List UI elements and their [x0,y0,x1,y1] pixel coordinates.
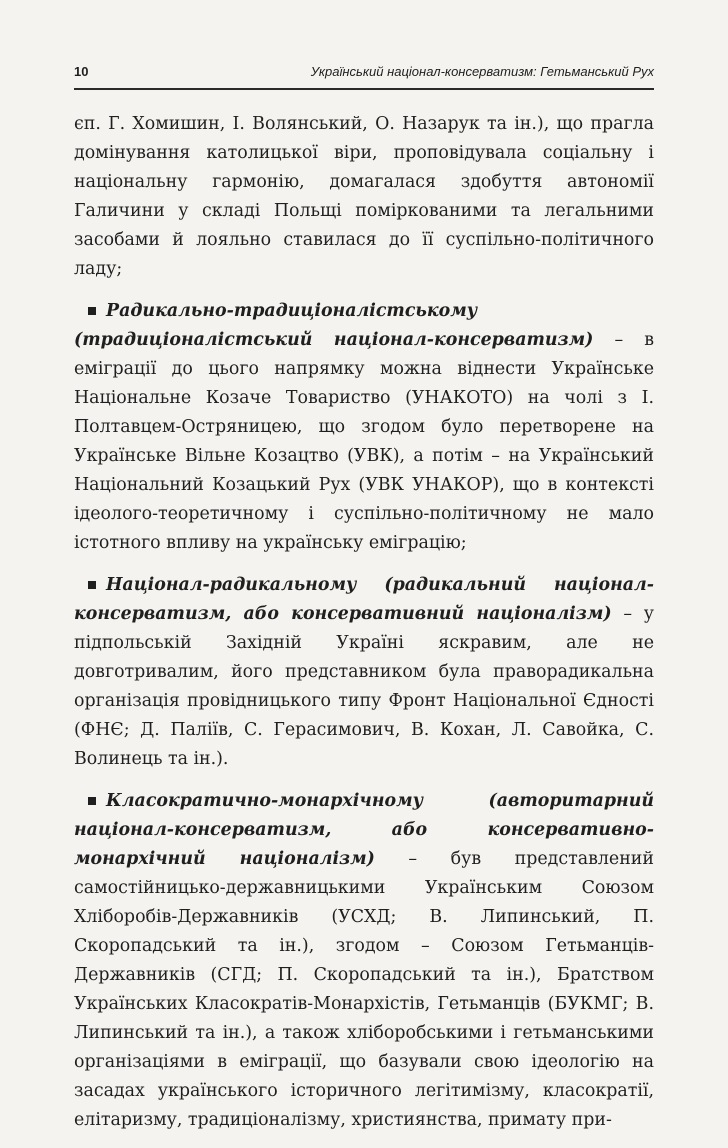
square-bullet-icon [88,581,96,589]
header-rule [74,88,654,90]
running-title: Український націонал-консерватизм: Гетьманський Рух [310,64,654,79]
page-body [74,110,654,1148]
bullet-text: – був представлений самостійницько-державницькими Українським Союзом Хліборобів-Державників (УСХД; В. Липинський, П. Скоропадський та ін.), згодом – Союзом Гетьманців-Державників (СГД; П. Скоропадський та ін.), Братством Українських Класократів-Монархістів, Гетьманців (БУКМГ; В. Липинський та ін.), а також хліборобськими і гетьманськими організаціями в еміграції, що базували свою ідеологію на засадах українського історичного легітимізму, класократії, елітаризму, традиціоналізму, християнства, примату при- [74,849,654,1130]
bullet-term: Класократично-монархічному (авторитарний націонал-консерватизм, або консервативно-монархічний націоналізм) [74,791,654,869]
paragraph-continuation [74,110,654,284]
square-bullet-icon [88,307,96,315]
page-number: 10 [74,64,89,79]
bullet-paragraph [74,571,654,774]
bullet-text: – у підпольській Західній Україні яскравим, але не довготривалим, його представником була праворадикальна організація провідницького типу Фронт Національної Єдності (ФНЄ; Д. Паліїв, С. Герасимович, В. Кохан, Л. Савойка, С. Волинець та ін.). [74,604,654,769]
bullet-paragraph [74,787,654,1135]
bullet-term: Радикально-традиціоналістському (традиціоналістський націонал-консерватизм) [74,301,594,350]
bullet-term: Націонал-радикальному (радикальний націонал-консерватизм, або консервативний націоналізм) [74,575,654,624]
bullet-paragraph [74,297,654,558]
page-header [74,62,654,84]
paragraph-text: єп. Г. Хомишин, І. Волянський, О. Назарук та ін.), що прагла домінування католицької віри, проповідувала соціальну і національну гармонію, домагалася здобуття автономії Галичини у складі Польщі поміркованими та легальними засобами й лояльно ставилася до її суспільно-політичного ладу; [74,114,654,279]
bullet-text: – в еміграції до цього напрямку можна віднести Українське Національне Козаче Товариство (УНАКОТО) на чолі з І. Полтавцем-Остряницею, що згодом було перетворене на Українське Вільне Козацтво (УВК), а потім – на Український Національний Козацький Рух (УВК УНАКОР), що в контексті ідеолого-теоретичному і суспільно-політичному не мало істотного впливу на українську еміграцію; [74,330,654,553]
square-bullet-icon [88,797,96,805]
